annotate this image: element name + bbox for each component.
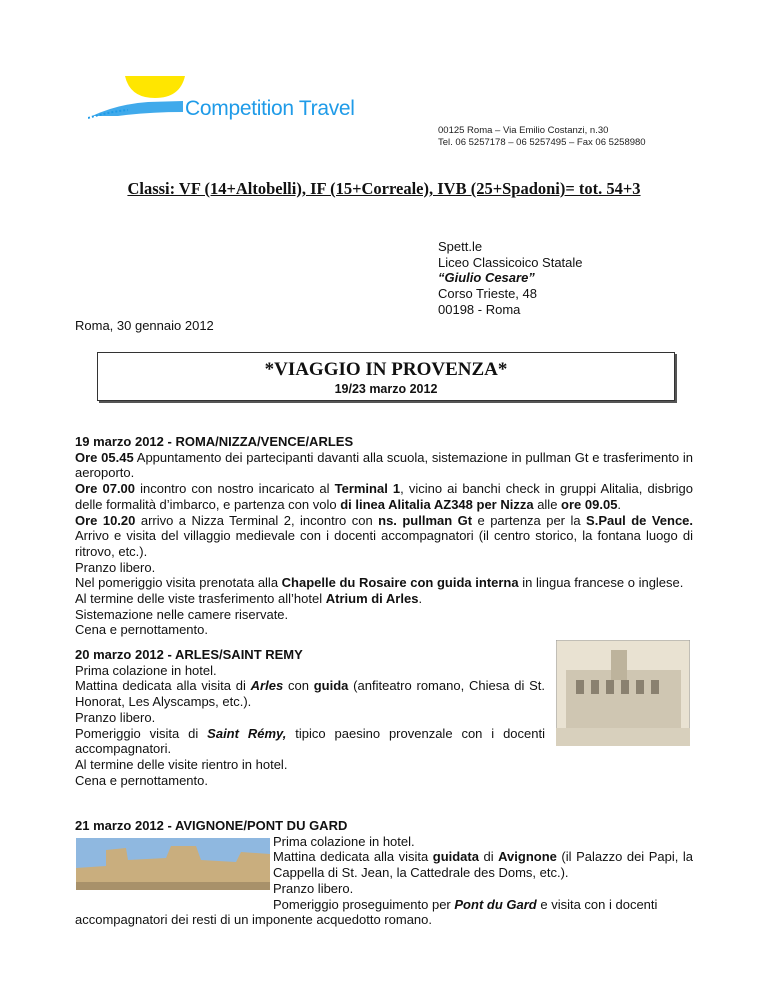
text-run: (anfiteatro romano, Chiesa di St. Honorat, Les Alyscamps, etc.).: [75, 678, 546, 710]
text-run: 20 marzo 2012 - ARLES/SAINT REMY: [75, 647, 303, 662]
text-run: S.Paul de Vence.: [586, 512, 694, 528]
text-run: incontro con nostro incaricato al: [135, 481, 335, 497]
avignon-papal-palace-image: [76, 838, 270, 890]
day-body: [75, 647, 545, 788]
paragraph: [75, 710, 545, 726]
text-run: guida: [313, 678, 349, 694]
recipient-line: 00198 - Roma: [438, 301, 521, 317]
trip-dates: 19/23 marzo 2012: [334, 382, 438, 396]
text-run: guidata: [432, 849, 479, 865]
trip-title: *VIAGGIO IN PROVENZA*: [264, 359, 508, 380]
paragraph: [75, 818, 693, 834]
text-run: Cena e pernottamento.: [75, 622, 208, 638]
title-box: [97, 352, 675, 401]
text-run: Arrivo e visita del villaggio medievale con i docenti accompagnatori (il centro storico, la fontana luogo di ritrovo, etc.).: [75, 528, 693, 559]
contact-line: Tel. 06 5257178 – 06 5257495 – Fax 06 5258980: [438, 137, 646, 148]
text-run: Saint Rémy,: [207, 725, 287, 741]
text-run: alle: [533, 496, 562, 512]
text-run: Pomeriggio proseguimento per: [273, 896, 455, 912]
text-run: di linea Alitalia AZ348 per Nizza: [340, 496, 534, 512]
paragraph: [75, 607, 693, 623]
text-run: (il Palazzo dei Papi, la Cappella di St. Jean, la Cattedrale des Doms, etc.).: [273, 849, 693, 881]
paragraph: [75, 757, 545, 773]
text-run: Pranzo libero.: [273, 880, 354, 896]
day-body: [273, 834, 693, 913]
text-run: Ore 10.20: [75, 512, 136, 528]
text-run: ns. pullman Gt: [378, 512, 473, 528]
text-run: Mattina dedicata alla visita: [273, 849, 433, 865]
paragraph: [75, 591, 693, 607]
text-run: ore 09.05: [561, 496, 618, 512]
day-2-section: [75, 647, 545, 788]
recipient-school: “Giulio Cesare”: [438, 270, 535, 286]
text-run: Al termine delle visite rientro in hotel.: [75, 756, 288, 772]
text-run: Appuntamento dei partecipanti davanti alla scuola, sistemazione in pullman Gt e trasferimento in aeroporto.: [75, 449, 693, 481]
paragraph: [75, 450, 693, 481]
text-run: Prima colazione in hotel.: [273, 833, 415, 849]
paragraph: [273, 881, 693, 897]
text-run: e visita con i docenti: [536, 896, 658, 912]
text-run: con: [283, 678, 314, 694]
text-run: Ore 07.00: [75, 481, 136, 497]
text-run: .: [418, 591, 423, 607]
address-line: 00125 Roma – Via Emilio Costanzi, n.30: [438, 125, 609, 136]
text-run: Pranzo libero.: [75, 709, 156, 725]
text-run: e partenza per la: [472, 512, 587, 528]
paragraph: [273, 849, 693, 880]
paragraph: [75, 773, 545, 789]
paragraph: [75, 513, 693, 560]
recipient-line: Spett.le: [438, 239, 483, 254]
text-run: Arles: [250, 678, 284, 694]
recipient-line: Liceo Classicoico Statale: [438, 254, 583, 270]
paragraph: [75, 678, 545, 709]
recipient-line: Corso Trieste, 48: [438, 286, 537, 302]
text-run: Mattina dedicata alla visita di: [75, 678, 251, 694]
paragraph: [75, 575, 693, 591]
paragraph: [75, 647, 545, 663]
text-run: Prima colazione in hotel.: [75, 662, 217, 678]
paragraph: [75, 622, 693, 638]
paragraph: [75, 560, 693, 576]
text-run: , vicino ai banchi check in gruppi Alitalia, disbrigo delle formalità d’imbarco, e partenza con volo: [75, 481, 693, 512]
text-run: Terminal 1: [334, 481, 401, 497]
letter-date: Roma, 30 gennaio 2012: [75, 318, 214, 333]
classes-heading: Classi: VF (14+Altobelli), IF (15+Correale), IVB (25+Spadoni)= tot. 54+3: [127, 179, 641, 198]
text-run: Avignone: [498, 849, 557, 865]
paragraph: [75, 726, 545, 757]
text-run: Pranzo libero.: [75, 559, 156, 575]
day-body: [75, 434, 693, 638]
text-run: di: [478, 849, 499, 865]
text-run: 19 marzo 2012 - ROMA/NIZZA/VENCE/ARLES: [75, 434, 354, 449]
paragraph: [75, 434, 693, 450]
text-run: Chapelle du Rosaire con guida interna: [281, 575, 519, 591]
text-run: Atrium di Arles: [325, 591, 419, 607]
text-run: Cena e pernottamento.: [75, 772, 208, 788]
brand-name: Competition Travel: [185, 97, 355, 120]
text-run: Sistemazione nelle camere riservate.: [75, 606, 289, 622]
recipient-block: [438, 239, 583, 318]
text-run: .: [617, 496, 622, 512]
text-run: Pomeriggio visita di: [75, 725, 208, 741]
agency-address: [438, 125, 646, 149]
text-run: accompagnatori dei resti di un imponente acquedotto romano.: [75, 912, 432, 928]
paragraph: [273, 897, 693, 913]
paragraph: [75, 912, 693, 928]
text-run: in lingua francese o inglese.: [518, 575, 684, 591]
arles-amphitheatre-image: [556, 640, 690, 746]
text-run: arrivo a Nizza Terminal 2, incontro con: [135, 512, 379, 528]
text-run: 21 marzo 2012 - AVIGNONE/PONT DU GARD: [75, 818, 348, 833]
text-run: Ore 05.45: [75, 449, 134, 465]
text-run: tipico paesino provenzale con i docenti accompagnatori.: [75, 725, 545, 757]
paragraph: [75, 481, 693, 512]
day-1-section: [75, 434, 693, 638]
text-run: Al termine delle viste trasferimento all’hotel: [75, 591, 326, 607]
text-run: Nel pomeriggio visita prenotata alla: [75, 575, 282, 591]
paragraph: [75, 663, 545, 679]
paragraph: [273, 834, 693, 850]
text-run: Pont du Gard: [454, 896, 537, 912]
